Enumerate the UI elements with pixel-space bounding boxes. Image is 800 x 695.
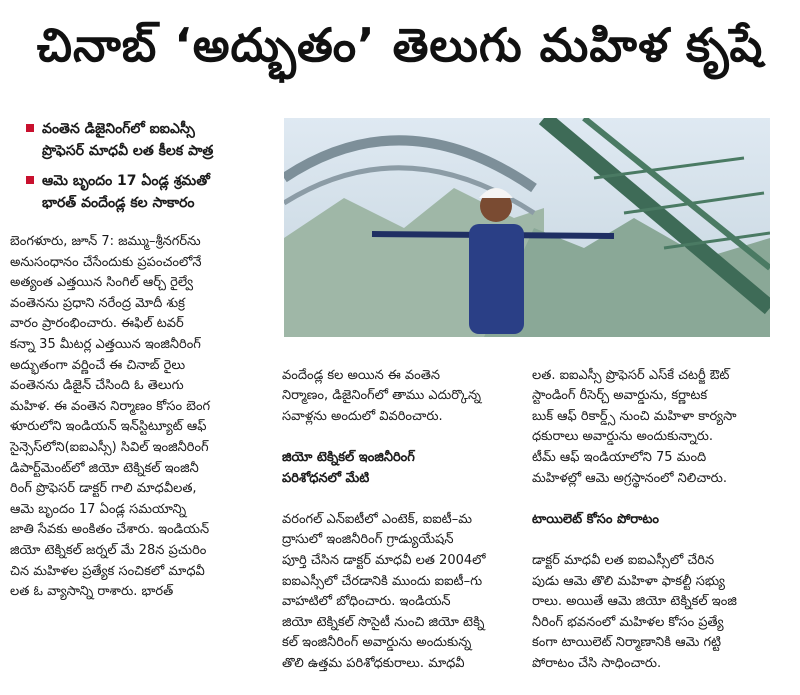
column-1: బెంగళూరు, జూన్ 7: జమ్ము–శ్రీనగర్‌ను అనుసంధానం చేసేందుకు ప్రపంచంలోనే అత్యంత ఎత్తయిన సింగిల్ ఆర్చ్ రైల్వే వంతెనను ప్రధాని నరేంద్ర మోదీ శుక్ర వారం ప్రారంభించారు. ఈఫిల్ టవర్ కన్నా 35 మీటర్ల ఎత్తయిన ఇంజినీరింగ్ అద్భుతంగా వర్ణించే ఈ చినాబ్ రైలు వంతెనను డిజైన్ చేసింది ఓ తెలుగు మహిళ. ఈ వంతెన నిర్మాణం కోసం బెంగ ళూరులోని ఇండియన్ ఇన్‌స్టిట్యూట్ ఆఫ్ సైన్సెస్‌లోని(ఐఐఎస్సీ) సివిల్ ఇంజినీరింగ్ డిపార్ట్‌మెంట్‌లో జియో టెక్నికల్ ఇంజినీ రింగ్ ప్రొఫెసర్ డాక్టర్ గాలి మాధవీలత, ఆమె బృందం 17 ఏండ్ల సమయాన్ని జాతి సేవకు అంకితం చేశారు. ఇండియన్ జియో టెక్నికల్ జర్నల్ మే 28న ప్రచురిం చిన మహిళల ప్రత్యేక సంచికలో మాధవీ లత ఓ వ్యాసాన్ని రాశారు. భారత్ xyxy=(10,234,211,600)
column-3 xyxy=(532,345,792,695)
deck xyxy=(26,118,276,222)
column-2-body: వరంగల్ ఎన్ఐటీలో ఎంటెక్, ఐఐటీ–మ ద్రాసులో ఇంజినీరింగ్ గ్రాడ్యుయేషన్ పూర్తి చేసిన డాక్టర్ మాధవీ లత 2004లో ఐఐఎస్సీలో చేరడానికి ముందు ఐఐటీ–గు వాహటిలో బోధించారు. ఇండియన్ జియో టెక్నికల్ సొసైటీ నుంచి జియో టెక్ని కల్ ఇంజినీరింగ్ అవార్డును అందుకున్న తొలి ఉత్తమ పరిశోధకురాలు. మాధవీ xyxy=(282,511,486,671)
deck-item xyxy=(26,170,276,214)
bridge-photo xyxy=(284,118,770,337)
deck-text: వంతెన డిజైనింగ్‌లో ఐఐఎస్సీ ప్రొఫెసర్ మాధవీ లత కీలక పాత్ర xyxy=(42,121,214,159)
column-3-intro: లత. ఐఐఎస్సీ ప్రొఫెసర్ ఎస్‌కే చటర్జీ ఔట్ స్టాండింగ్ రీసెర్చ్ అవార్డును, కర్ణాటక బుక్ ఆఫ్ రికార్డ్స్ నుంచి మహిళా కార్యసా ధకురాలు అవార్డును అందుకున్నారు. టీమ్ ఆఫ్ ఇండియాలోని 75 మంది మహిళల్లో ఆమె అగ్రస్థానంలో నిలిచారు. xyxy=(532,367,737,486)
deck-item xyxy=(26,118,276,162)
column-2-intro: వందేండ్ల కల అయిన ఈ వంతెన నిర్మాణం, డిజైనింగ్‌లో తాము ఎదుర్కొన్న సవాళ్లను అందులో వివరించారు. xyxy=(282,367,481,424)
column-3-subheading: టాయిలెట్ కోసం పోరాటం xyxy=(532,511,660,527)
column-2 xyxy=(282,345,520,695)
bullet-icon xyxy=(26,176,34,184)
column-2-subheading: జియో టెక్నికల్ ఇంజినీరింగ్ పరిశోధనలో మేటి xyxy=(282,449,415,486)
column-3-body: డాక్టర్ మాధవీ లత ఐఐఎస్సీలో చేరిన పుడు ఆమె తొలి మహిళా ఫాకల్టీ సభ్యు రాలు. అయితే ఆమె జియో టెక్నికల్ ఇంజి నీరింగ్ భవనంలో మహిళల కోసం ప్రత్యే కంగా టాయిలెట్ నిర్మాణానికి ఆమె గట్టి పోరాటం చేసి సాధించారు. xyxy=(532,552,737,671)
headline: చినాబ్ ‘అద్భుతం’ తెలుగు మహిళ కృషే xyxy=(36,18,764,72)
bullet-icon xyxy=(26,124,34,132)
deck-text: ఆమె బృందం 17 ఏండ్ల శ్రమతో భారత్ వందేండ్ల కల సాకారం xyxy=(42,173,210,211)
bridge-photo-illustration xyxy=(284,118,770,337)
